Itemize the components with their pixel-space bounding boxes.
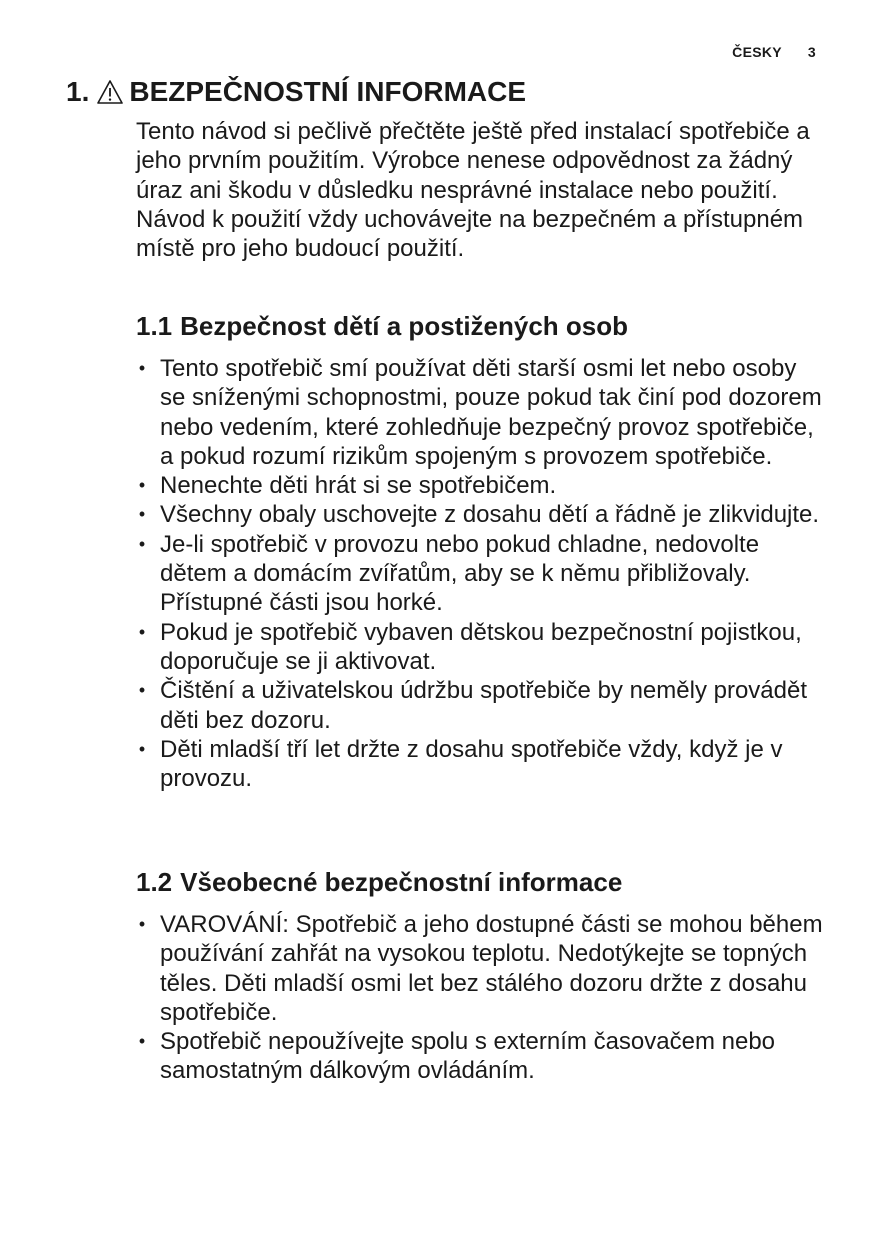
list-item [136,735,826,794]
bullet-icon: • [138,914,146,934]
list-item-text: Tento spotřebič smí používat děti starší osmi let nebo osoby se sníženými schopnostmi, pouze pokud tak činí pod dozorem nebo vedením, které zohledňuje bezpečný provoz spotřebiče, a pokud rozumí rizikům spojeným s provozem spotřebiče. [160,355,822,470]
page-number: 3 [807,44,816,60]
general-safety-list [136,910,826,1086]
child-safety-list [136,354,826,793]
section-number: 1.1 [136,311,173,341]
list-item-text: Děti mladší tří let držte z dosahu spotřebiče vždy, když je v provozu. [160,735,783,793]
chapter-title-text: BEZPEČNOSTNÍ INFORMACE [129,76,527,107]
page-header [732,44,816,60]
warning-triangle-icon [97,79,123,105]
list-item-text: Nenechte děti hrát si se spotřebičem. [160,472,557,500]
bullet-icon: • [138,680,146,701]
bullet-icon: • [138,533,146,554]
bullet-icon: • [138,738,146,759]
list-item-text: Spotřebič nepoužívejte spolu s externím časovačem nebo samostatným dálkovým ovládáním. [160,1028,776,1085]
section-title-text: Všeobecné bezpečnostní informace [180,867,623,897]
list-item [136,618,826,677]
bullet-icon: • [138,358,146,378]
list-item [136,1027,826,1086]
chapter-intro: Tento návod si pečlivě přečtěte ještě před instalací spotřebiče a jeho prvním použitím. Výrobce nenese odpovědnost za žádný úraz ani škodu v důsledku nesprávné instalace nebo použití. Návod k použití vždy uchovávejte na bezpečném a přístupném místě pro jeho budoucí použití. [136,118,810,263]
chapter-number: 1. [66,76,90,107]
list-item-text: Je-li spotřebič v provozu nebo pokud chladne, nedovolte dětem a domácím zvířatům, aby se k němu přibližovaly. Přístupné části jsou horké. [160,530,760,617]
bullet-icon: • [138,475,146,496]
list-item-text: Pokud je spotřebič vybaven dětskou bezpečnostní pojistkou, doporučuje se ji aktivovat. [160,618,802,675]
list-item [136,354,826,471]
list-item [136,910,826,1027]
section-number: 1.2 [136,867,173,897]
section-title-general-safety [136,866,622,898]
list-item [136,471,826,500]
list-item [136,500,826,529]
list-item-text: Čištění a uživatelskou údržbu spotřebiče by neměly provádět děti bez dozoru. [160,677,808,734]
section-title-child-safety [136,310,628,342]
section-title-text: Bezpečnost dětí a postižených osob [180,311,629,341]
language-label: ČESKY [732,44,782,60]
list-item-text: VAROVÁNÍ: Spotřebič a jeho dostupné části se mohou během používání zahřát na vysokou teplotu. Nedotýkejte se topných těles. Děti mladší osmi let bez stálého dozoru držte z dosahu spotřebiče. [160,911,823,1026]
list-item [136,530,826,618]
chapter-title [66,74,526,110]
bullet-icon: • [138,1031,146,1052]
bullet-icon: • [138,621,146,642]
bullet-icon: • [138,504,146,525]
list-item [136,676,826,735]
list-item-text: Všechny obaly uschovejte z dosahu dětí a řádně je zlikvidujte. [160,501,820,529]
